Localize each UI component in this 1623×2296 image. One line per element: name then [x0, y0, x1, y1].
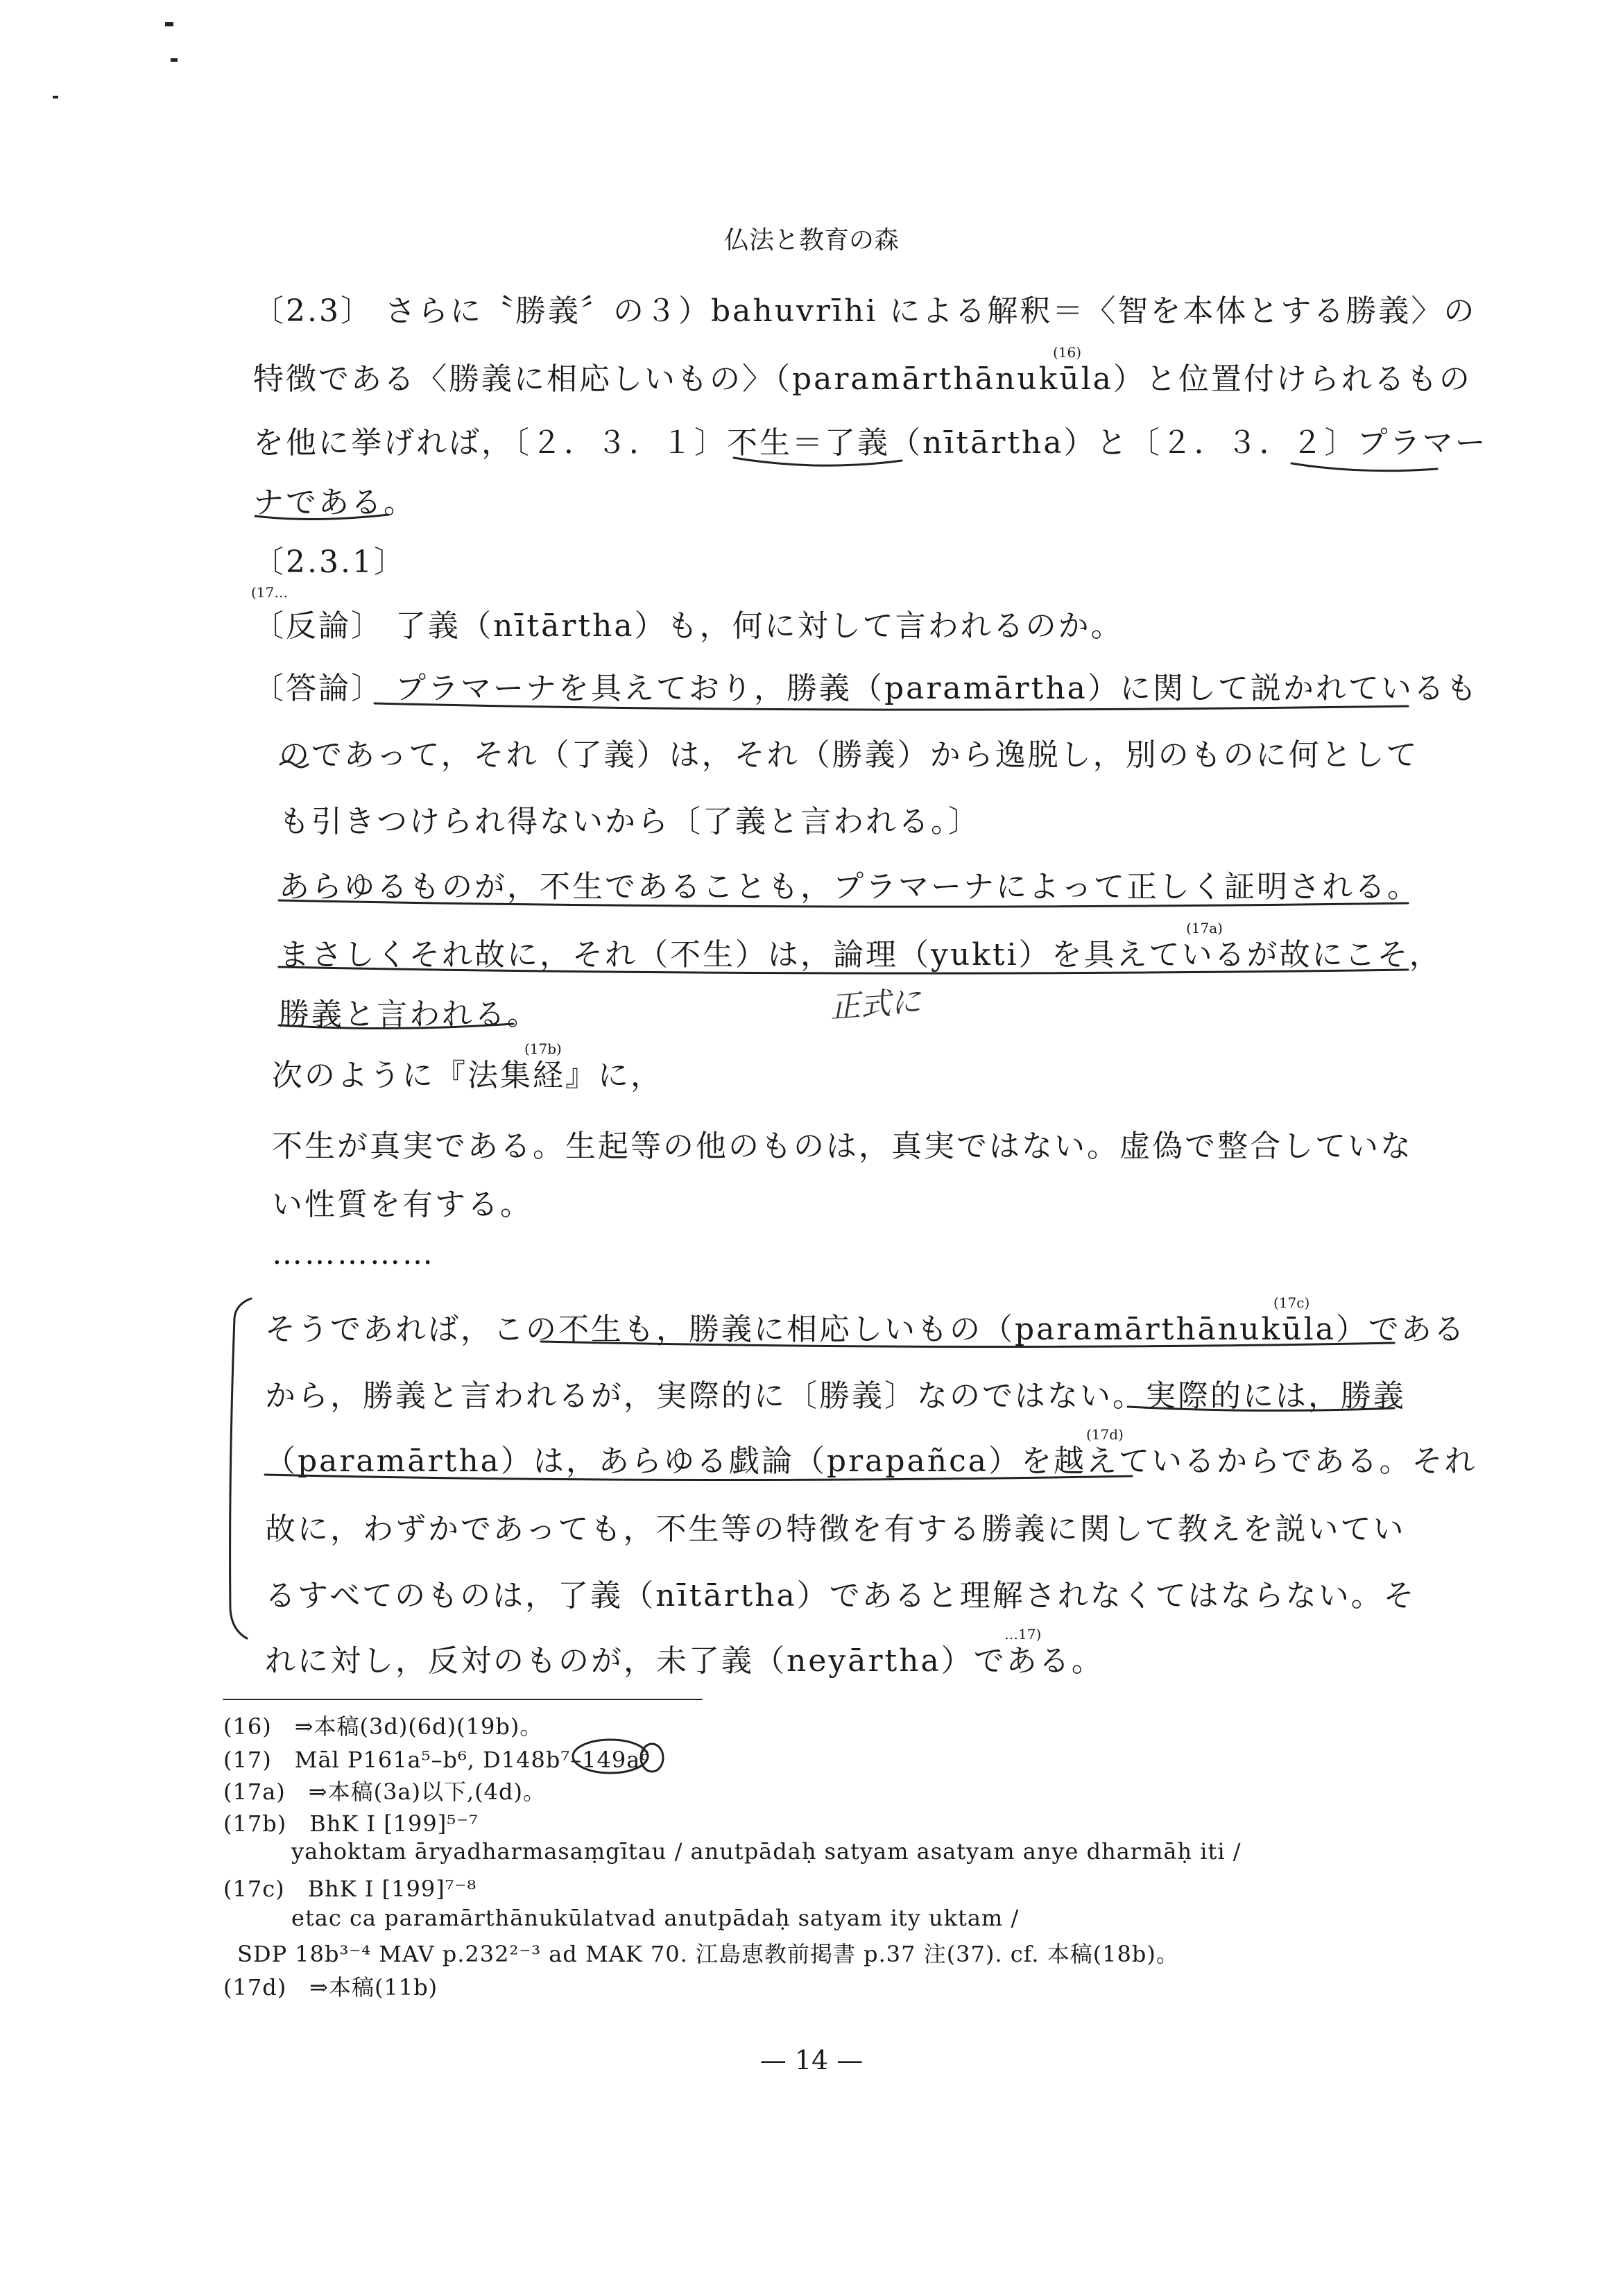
footnote: (16) ⇒本稿(3d)(6d)(19b)。: [223, 1713, 543, 1740]
note-ref: (17…: [251, 584, 289, 601]
footnote: (17a) ⇒本稿(3a)以下,(4d)。: [223, 1779, 546, 1805]
page-number: — 14 —: [759, 2045, 864, 2075]
section-heading: 〔2.3.1〕: [253, 545, 406, 580]
footnote-quote: yahoktam āryadharmasaṃgītau / anutpādaḥ satyam asatyam anye dharmāḥ iti /: [291, 1838, 1242, 1865]
note-ref: (17c): [1273, 1294, 1310, 1311]
body-line: 〔2.3〕 さらに〝勝義〞の３）bahuvrīhi による解釈＝〈智を本体とする勝義〉の: [253, 293, 1477, 329]
body-line: まさしくそれ故に，それ（不生）は，論理（yukti）を具えているが故にこそ，: [279, 937, 1442, 973]
footnote: (17c) BhK I [199]⁷⁻⁸: [223, 1876, 477, 1902]
note-ref: (17a): [1186, 920, 1223, 936]
body-line: い性質を有する。: [272, 1187, 533, 1222]
body-line: あらゆるものが，不生であることも，プラマーナによって正しく証明される。: [279, 869, 1420, 905]
footnote: (17) Māl P161a⁵–b⁶, D148b⁷–149a⁶: [223, 1747, 651, 1773]
body-line: 不生が真実である。生起等の他のものは，真実ではない。虚偽で整合していな: [272, 1129, 1413, 1164]
footnote: (17b) BhK I [199]⁵⁻⁷: [223, 1810, 479, 1837]
scan-speck: [165, 22, 173, 26]
body-line: 〔答論〕 プラマーナを具えており，勝義（paramārtha）に関して説かれているも: [253, 671, 1479, 706]
footnote: SDP 18b³⁻⁴ MAV p.232²⁻³ ad MAK 70. 江島恵教前掲書 p.37 注(37). cf. 本稿(18b)。: [237, 1941, 1179, 1967]
note-ref: …17): [1004, 1626, 1042, 1643]
body-line: 〔反論〕 了義（nītārtha）も，何に対して言われるのか。: [253, 608, 1124, 644]
handwritten-note: 正式に: [828, 984, 922, 1026]
body-line: そうであれば，この不生も，勝義に相応しいもの（paramārthānukūla）である: [265, 1312, 1466, 1347]
body-line: のであって，それ（了義）は，それ（勝義）から逸脱し，別のものに何として: [279, 737, 1419, 773]
body-line: れに対し，反対のものが，未了義（neyārtha）である。: [265, 1643, 1104, 1679]
note-ref: (16): [1053, 344, 1082, 361]
note-ref: (17d): [1086, 1426, 1124, 1443]
body-line: から，勝義と言われるが，実際的に〔勝義〕なのではない。実際的には，勝義: [265, 1378, 1406, 1414]
body-line: （paramārtha）は，あらゆる戯論（prapañca）を越えているからである。それ: [265, 1443, 1477, 1479]
body-line: 勝義と言われる。: [279, 997, 540, 1032]
bracket-mark: [230, 1299, 251, 1638]
body-line: 特徴である〈勝義に相応しいもの〉（paramārthānukūla）と位置付けられるもの: [253, 361, 1472, 397]
body-line: るすべてのものは，了義（nītārtha）であると理解されなくてはならない。そ: [265, 1578, 1416, 1613]
body-line: 故に，わずかであっても，不生等の特徴を有する勝義に関して教えを説いてい: [265, 1511, 1406, 1547]
ellipsis-line: ……………: [272, 1236, 435, 1271]
scan-speck: [53, 96, 58, 98]
footnote: (17d) ⇒本稿(11b): [223, 1974, 438, 2001]
body-line: ナである。: [253, 485, 416, 520]
footnote-quote: etac ca paramārthānukūlatvad anutpādaḥ satyam ity uktam /: [291, 1905, 1020, 1931]
note-ref: (17b): [524, 1040, 562, 1057]
underline-mark: [1291, 463, 1437, 471]
body-line: も引きつけられ得ないから〔了義と言われる。〕: [279, 804, 981, 839]
body-line: を他に挙げれば，〔２．３．１〕不生＝了義（nītārtha）と〔２．３．２〕プラマー: [253, 425, 1488, 461]
scan-speck: [171, 58, 178, 62]
body-line: 次のように『法集経』に，: [272, 1058, 663, 1093]
running-header: 仏法と教育の森: [723, 226, 899, 255]
